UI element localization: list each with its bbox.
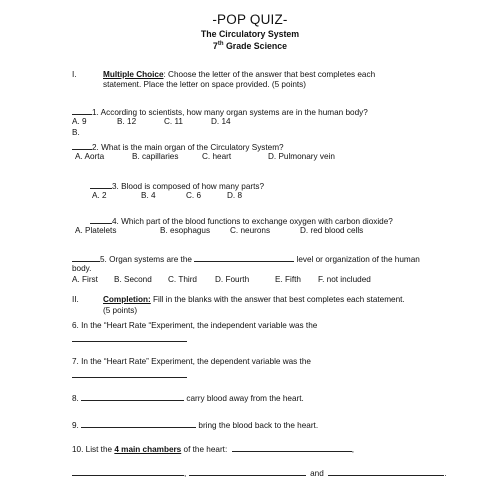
q1-option-a: A. 9 — [72, 117, 87, 126]
q2-option-b: B. capillaries — [132, 152, 179, 161]
question-2-number: 2. — [92, 143, 99, 152]
q10-blank-2[interactable] — [72, 467, 187, 478]
section2-heading: Completion: — [103, 295, 151, 304]
grade-suffix: th — [217, 41, 224, 48]
q6-answer-line[interactable] — [72, 333, 187, 345]
q9-text: bring the blood back to the heart. — [196, 421, 319, 430]
question-4-number: 4. — [112, 217, 119, 226]
section1-heading: Multiple Choice — [103, 70, 164, 79]
section1-numeral: I. — [72, 70, 77, 79]
question-2-text: What is the main organ of the Circulatory System? — [98, 143, 284, 152]
answer-blank-3[interactable] — [90, 180, 112, 189]
q10-blank-3[interactable] — [189, 467, 306, 476]
q2-option-a: A. Aorta — [75, 152, 105, 161]
q10-and: and — [310, 469, 324, 478]
grade-label — [0, 41, 500, 52]
question-5-number: 5. — [100, 255, 107, 264]
section1-line1: : Choose the letter of the answer that best completes each — [163, 70, 376, 79]
q8-blank[interactable] — [81, 392, 184, 401]
q8-number: 8. — [72, 394, 79, 403]
section1-line2: statement. Place the letter on space provided. (5 points) — [103, 80, 306, 89]
question-5 — [72, 253, 420, 265]
q7-answer-line[interactable] — [72, 369, 187, 381]
q10-blank-4[interactable] — [328, 467, 447, 478]
q4-option-b: B. esophagus — [160, 226, 211, 235]
question-1-number: 1. — [92, 108, 99, 117]
q10-after: of the heart: — [181, 445, 228, 454]
q2-option-c: C. heart — [202, 152, 232, 161]
q5-inline-blank[interactable] — [194, 253, 294, 262]
q8-text: carry blood away from the heart. — [184, 394, 304, 403]
question-3-number: 3. — [112, 182, 119, 191]
section2-instructions — [103, 295, 405, 305]
section2-line2: (5 points) — [103, 306, 138, 315]
completion-q8 — [72, 392, 304, 404]
q9-blank[interactable] — [81, 419, 196, 428]
q3-option-b: B. 4 — [141, 191, 156, 200]
q3-option-d: D. 8 — [227, 191, 243, 200]
q9-number: 9. — [72, 421, 79, 430]
question-1-text: According to scientists, how many organ systems are in the human body? — [98, 108, 368, 117]
q3-option-a: A. 2 — [92, 191, 107, 200]
q1-option-d: D. 14 — [211, 117, 231, 126]
question-5-line2: body. — [72, 264, 92, 273]
q4-option-a: A. Platelets — [75, 226, 117, 235]
q5-option-e: E. Fifth — [275, 275, 301, 284]
completion-q10 — [72, 443, 354, 455]
completion-q6: 6. In the “Heart Rate “Experiment, the independent variable was the — [72, 321, 318, 330]
answer-blank-1[interactable] — [72, 106, 92, 115]
q1-option-b: B. 12 — [117, 117, 137, 126]
completion-q7: 7. In the “Heart Rate” Experiment, the dependent variable was the — [72, 357, 311, 366]
q10-blank-1[interactable] — [232, 443, 355, 454]
q5-option-a: A. First — [72, 275, 98, 284]
q10-before: 10. List the — [72, 445, 115, 454]
q10-comma-1: , — [351, 445, 355, 454]
answer-blank-2[interactable] — [72, 141, 92, 150]
q5-option-b: B. Second — [114, 275, 152, 284]
q5-option-f: F. not included — [318, 275, 371, 284]
q10-period: . — [444, 469, 447, 478]
grade-number: 7 — [212, 41, 218, 51]
q3-option-c: C. 6 — [186, 191, 202, 200]
q4-option-d: D. red blood cells — [300, 226, 364, 235]
q10-bold: 4 main chambers — [114, 445, 182, 454]
quiz-title: -POP QUIZ- — [212, 12, 288, 27]
answer-blank-5[interactable] — [72, 253, 100, 262]
grade-rest: Grade Science — [223, 41, 288, 51]
section2-line1: Fill in the blanks with the answer that best completes each statement. — [150, 295, 405, 304]
q4-option-c: C. neurons — [230, 226, 271, 235]
question-5-text-after: level or organization of the human — [294, 255, 420, 264]
answer-blank-4[interactable] — [90, 215, 112, 224]
q2-option-d: D. Pulmonary vein — [268, 152, 335, 161]
completion-q9 — [72, 419, 318, 431]
q1-option-c: C. 11 — [164, 117, 183, 126]
question-4-text: Which part of the blood functions to exchange oxygen with carbon dioxide? — [118, 217, 393, 226]
q5-option-c: C. Third — [168, 275, 197, 284]
q10-comma-2: , — [184, 469, 187, 478]
question-5-text-before: Organ systems are the — [106, 255, 195, 264]
question-3-text: Blood is composed of how many parts? — [118, 182, 265, 191]
q10-line2 — [72, 467, 447, 479]
section1-instructions — [103, 70, 375, 80]
q5-option-d: D. Fourth — [215, 275, 250, 284]
quiz-subtitle: The Circulatory System — [200, 29, 300, 39]
q1-extra: B. — [72, 128, 80, 137]
section2-numeral: II. — [72, 295, 79, 304]
